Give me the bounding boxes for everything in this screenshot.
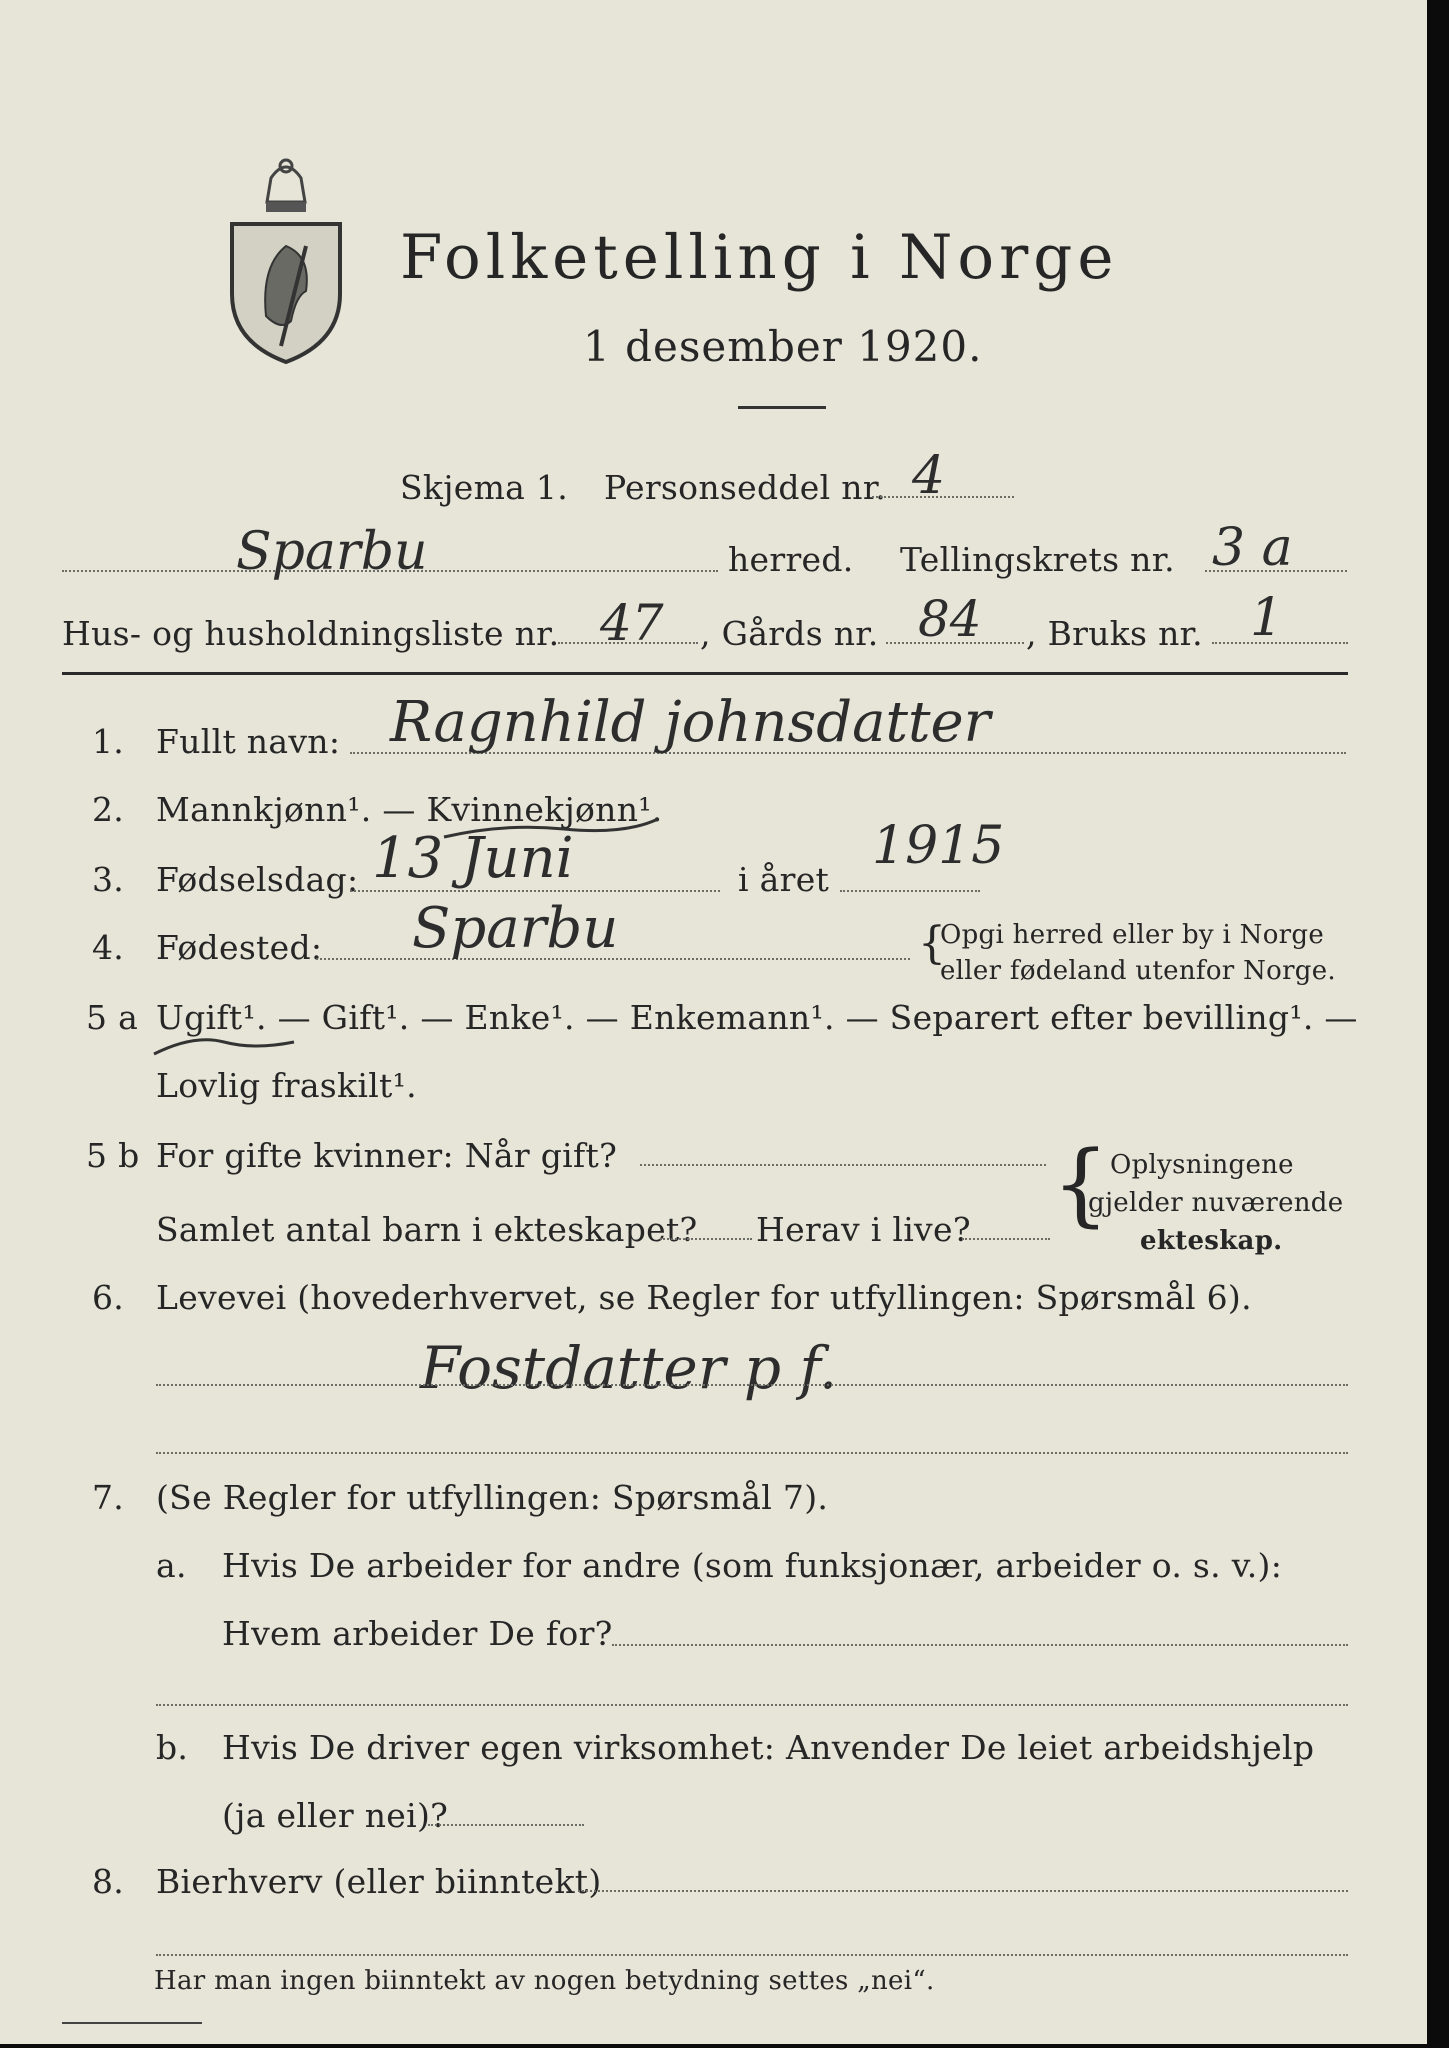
- note-brace-2: {: [1052, 1132, 1110, 1237]
- header-divider: [62, 672, 1348, 675]
- q8-label: Bierhverv (eller biinntekt): [156, 1862, 602, 1901]
- marriage-note-line2: gjelder nuværende: [1088, 1188, 1344, 1218]
- marital-status-options: Ugift¹. — Gift¹. — Enke¹. — Enkemann¹. — Separert efter bevilling¹. —: [156, 998, 1358, 1037]
- q6-number: 6.: [92, 1278, 125, 1317]
- q7b-letter: b.: [156, 1728, 189, 1767]
- form-title: Folketelling i Norge: [400, 222, 1119, 293]
- q3-label: Fødselsdag:: [156, 860, 359, 899]
- gards-label: , Gårds nr.: [700, 614, 879, 653]
- bruks-label: , Bruks nr.: [1026, 614, 1203, 653]
- married-when-label: For gifte kvinner: Når gift?: [156, 1136, 618, 1175]
- birthplace-note-line2: eller fødeland utenfor Norge.: [940, 956, 1336, 986]
- married-when-field[interactable]: [640, 1164, 1046, 1166]
- hus-value: 47: [600, 594, 664, 652]
- marital-status-options-2: Lovlig fraskilt¹.: [156, 1066, 417, 1105]
- children-total-label: Samlet antal barn i ekteskapet?: [156, 1210, 698, 1249]
- occupation-field-2[interactable]: [156, 1452, 1348, 1454]
- occupation-field[interactable]: [156, 1384, 1348, 1386]
- hired-help-field[interactable]: [428, 1824, 584, 1826]
- occupation-value: Fostdatter p f.: [420, 1334, 838, 1402]
- birthdate-value: 13 Juni: [372, 826, 574, 891]
- tellingskrets-value: 3 a: [1212, 518, 1293, 578]
- q6-label: Levevei (hovederhvervet, se Regler for utfyllingen: Spørsmål 6).: [156, 1278, 1252, 1317]
- birthplace-value: Sparbu: [412, 896, 619, 961]
- note-brace-1: {: [918, 918, 947, 969]
- personseddel-label: Personseddel nr.: [604, 468, 887, 507]
- q7a-question: Hvem arbeider De for?: [222, 1614, 613, 1653]
- children-total-field[interactable]: [660, 1238, 752, 1240]
- footer-rule: [62, 2022, 202, 2024]
- q5a-number: 5 a: [86, 998, 139, 1037]
- herred-label: herred.: [728, 540, 854, 579]
- q2-label: Mannkjønn¹. — Kvinnekjønn¹.: [156, 790, 663, 829]
- q4-label: Fødested:: [156, 928, 323, 967]
- employer-field-2[interactable]: [156, 1704, 1348, 1706]
- children-alive-label: Herav i live?: [756, 1210, 971, 1249]
- birthyear-value: 1915: [872, 816, 1005, 876]
- q7a-letter: a.: [156, 1546, 187, 1585]
- q5b-number: 5 b: [86, 1136, 140, 1175]
- q2-number: 2.: [92, 790, 125, 829]
- q7-number: 7.: [92, 1478, 125, 1517]
- skjema-label: Skjema 1.: [400, 468, 569, 507]
- form-date: 1 desember 1920.: [583, 322, 983, 371]
- ugift-underline-mark: [150, 1026, 300, 1066]
- birthyear-field[interactable]: [840, 890, 980, 892]
- coat-of-arms-icon: [226, 156, 346, 366]
- q8-number: 8.: [92, 1862, 125, 1901]
- q7-label: (Se Regler for utfyllingen: Spørsmål 7).: [156, 1478, 829, 1517]
- q1-number: 1.: [92, 722, 125, 761]
- birthplace-note-line1: Opgi herred eller by i Norge: [940, 920, 1325, 950]
- marriage-note-line1: Oplysningene: [1110, 1150, 1294, 1180]
- tellingskrets-label: Tellingskrets nr.: [900, 540, 1175, 579]
- gards-value: 84: [918, 590, 982, 648]
- children-alive-field[interactable]: [962, 1238, 1050, 1240]
- bruks-value: 1: [1250, 588, 1284, 648]
- hus-label: Hus- og husholdningsliste nr.: [62, 614, 560, 653]
- herred-value: Sparbu: [236, 522, 428, 582]
- personseddel-value: 4: [912, 446, 946, 506]
- marriage-note-line3: ekteskap.: [1140, 1226, 1283, 1256]
- q1-label: Fullt navn:: [156, 722, 341, 761]
- q7b-question: (ja eller nei)?: [222, 1796, 449, 1835]
- q4-number: 4.: [92, 928, 125, 967]
- full-name-value: Ragnhild johnsdatter: [390, 690, 991, 755]
- employer-field[interactable]: [612, 1644, 1348, 1646]
- side-income-field[interactable]: [578, 1890, 1348, 1892]
- q7b-text: Hvis De driver egen virksomhet: Anvender De leiet arbeidshjelp: [222, 1728, 1315, 1767]
- q7a-text: Hvis De arbeider for andre (som funksjonær, arbeider o. s. v.):: [222, 1546, 1283, 1585]
- footer-note: Har man ingen biinntekt av nogen betydning settes „nei“.: [154, 1966, 935, 1996]
- title-divider: [738, 406, 826, 409]
- year-label: i året: [738, 860, 830, 899]
- q3-number: 3.: [92, 860, 125, 899]
- side-income-field-2[interactable]: [156, 1954, 1348, 1956]
